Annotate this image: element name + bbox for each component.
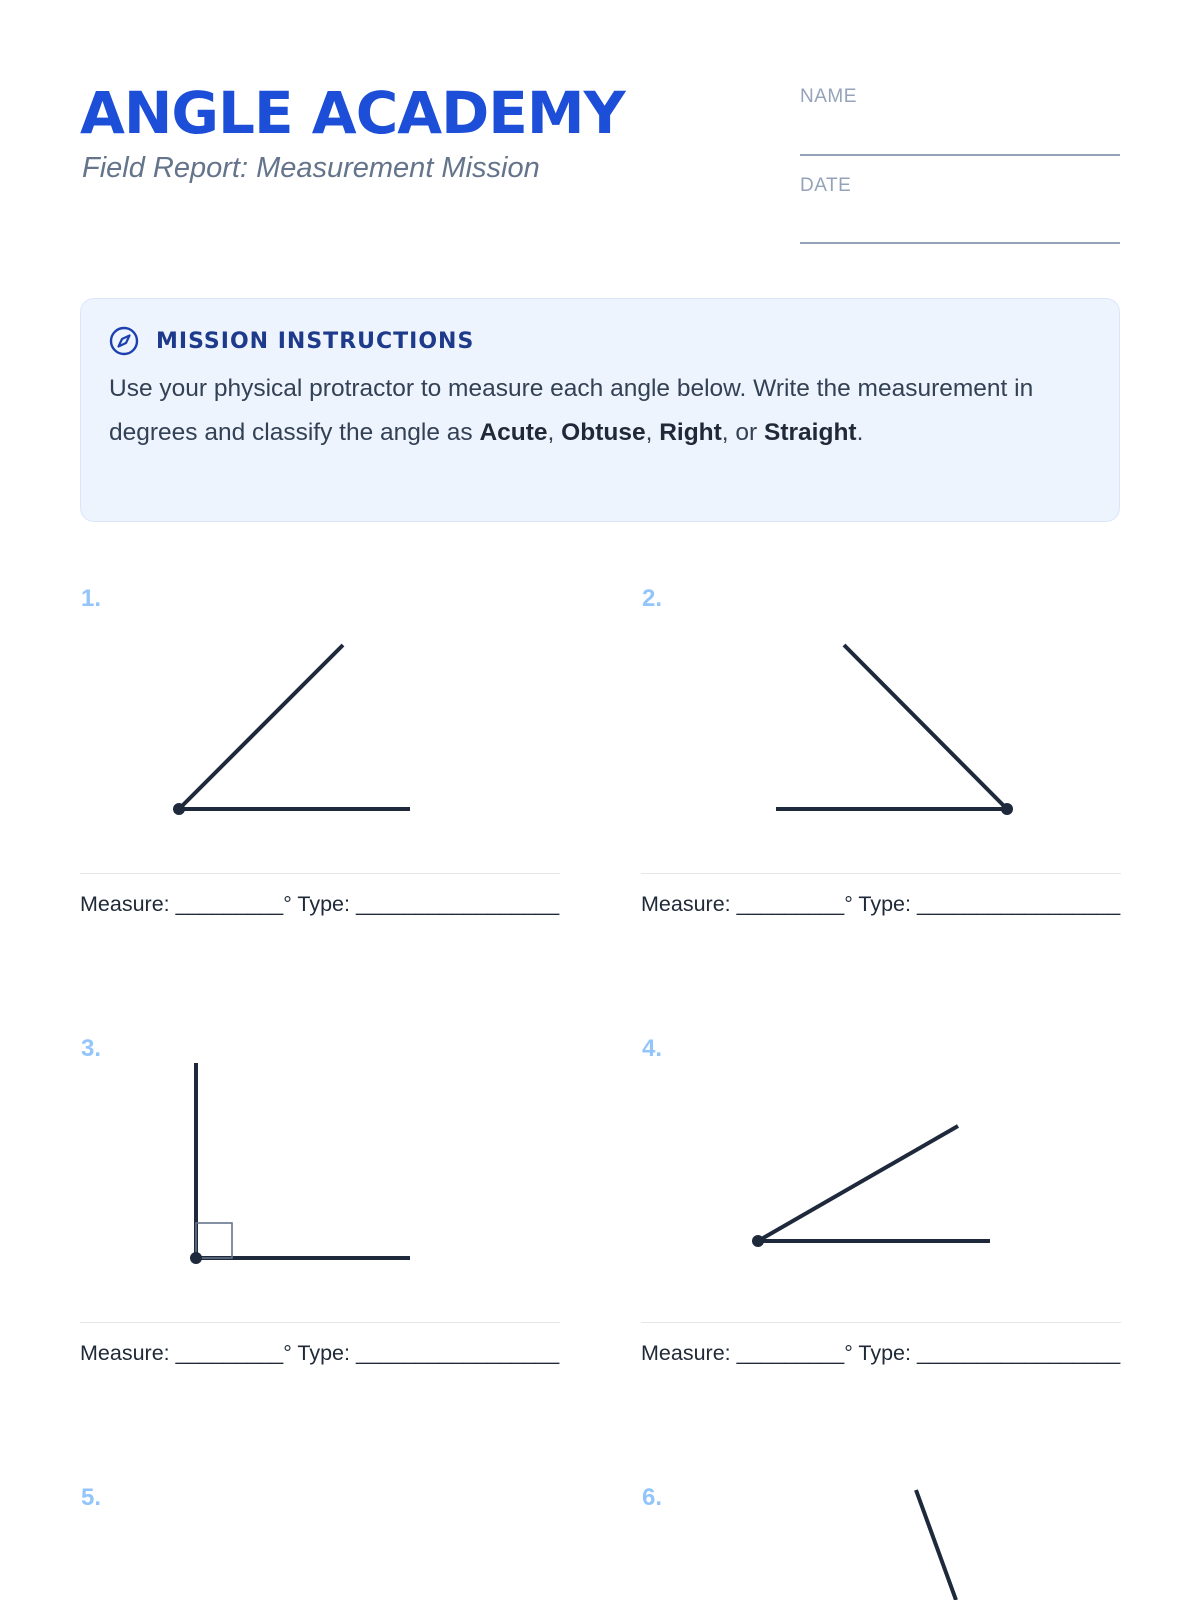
angle-3-figure bbox=[190, 1063, 410, 1264]
page-title: ANGLE ACADEMY bbox=[80, 79, 625, 147]
instructions-heading: MISSION INSTRUCTIONS bbox=[156, 329, 475, 354]
question-3-number: 3. bbox=[81, 1035, 102, 1062]
question-2-number: 2. bbox=[642, 585, 663, 612]
angle-1-figure bbox=[173, 645, 410, 815]
right-angle-marker bbox=[196, 1223, 232, 1258]
question-1-number: 1. bbox=[81, 585, 102, 612]
question-1-answer-line[interactable]: Measure: _________° Type: _________________ bbox=[80, 892, 560, 916]
angle-2-figure bbox=[776, 645, 1013, 815]
term-acute: Acute bbox=[479, 419, 548, 446]
term-right: Right bbox=[659, 419, 722, 446]
separator: , bbox=[645, 419, 660, 446]
name-label: NAME bbox=[800, 86, 857, 107]
separator: , bbox=[547, 419, 562, 446]
instructions-body: Use your physical protractor to measure each angle below. Write the measurement in degrees and classify the angle as bbox=[109, 375, 1034, 446]
angle-4-figure bbox=[752, 1126, 990, 1247]
term-straight: Straight bbox=[764, 419, 857, 446]
page-subtitle: Field Report: Measurement Mission bbox=[82, 152, 540, 184]
separator: , or bbox=[721, 419, 765, 446]
date-label: DATE bbox=[800, 175, 852, 196]
question-6-number: 6. bbox=[642, 1484, 663, 1511]
question-3-answer-line[interactable]: Measure: _________° Type: _________________ bbox=[80, 1341, 560, 1365]
question-2-answer-line[interactable]: Measure: _________° Type: _________________ bbox=[641, 892, 1121, 916]
question-4-answer-line[interactable]: Measure: _________° Type: _________________ bbox=[641, 1341, 1121, 1365]
separator: . bbox=[856, 419, 864, 446]
angle-6-figure bbox=[916, 1490, 956, 1600]
question-5-number: 5. bbox=[81, 1484, 102, 1511]
term-obtuse: Obtuse bbox=[561, 419, 646, 446]
question-4-number: 4. bbox=[642, 1035, 663, 1062]
